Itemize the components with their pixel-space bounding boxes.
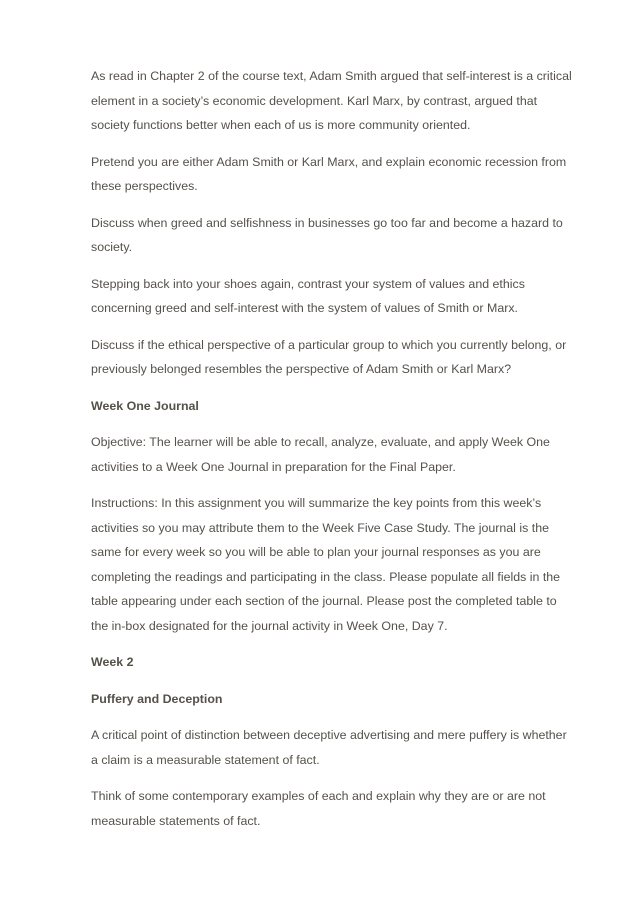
document-body — [91, 64, 601, 845]
stepping-back-paragraph: Stepping back into your shoes again, contrast your system of values and ethics concerning greed and self-interest with the system of values of Smith or Marx. — [91, 276, 525, 315]
week-one-journal-heading: Week One Journal — [91, 398, 199, 413]
intro-paragraph: As read in Chapter 2 of the course text, Adam Smith argued that self-interest is a critical element in a society’s economic development. Karl Marx, by contrast, argued that society functions better when each of us is more community oriented. — [91, 69, 572, 132]
critical-point-paragraph: A critical point of distinction between deceptive advertising and mere puffery is whether a claim is a measurable statement of fact. — [91, 728, 567, 767]
pretend-paragraph: Pretend you are either Adam Smith or Karl Marx, and explain economic recession from these perspectives. — [91, 154, 567, 193]
examples-paragraph: Think of some contemporary examples of each and explain why they are or are not measurable statements of fact. — [91, 789, 546, 828]
objective-paragraph: Objective: The learner will be able to recall, analyze, evaluate, and apply Week One activities to a Week One Journal in preparation for the Final Paper. — [91, 435, 550, 474]
ethical-group-paragraph: Discuss if the ethical perspective of a particular group to which you currently belong, or previously belonged resembles the perspective of Adam Smith or Karl Marx? — [91, 337, 567, 376]
puffery-heading: Puffery and Deception — [91, 691, 223, 706]
week-2-heading: Week 2 — [91, 655, 134, 669]
instructions-paragraph: Instructions: In this assignment you will summarize the key points from this week’s activities so you may attribute them to the Week Five Case Study. The journal is the same for every week so you will be able to plan your journal responses as you are completing the readings and participating in the class. Please populate all fields in the table appearing under each section of the journal. Please post the completed table to the in-box designated for the journal activity in Week One, Day 7. — [91, 496, 561, 633]
greed-paragraph: Discuss when greed and selfishness in businesses go too far and become a hazard to society. — [91, 215, 563, 254]
